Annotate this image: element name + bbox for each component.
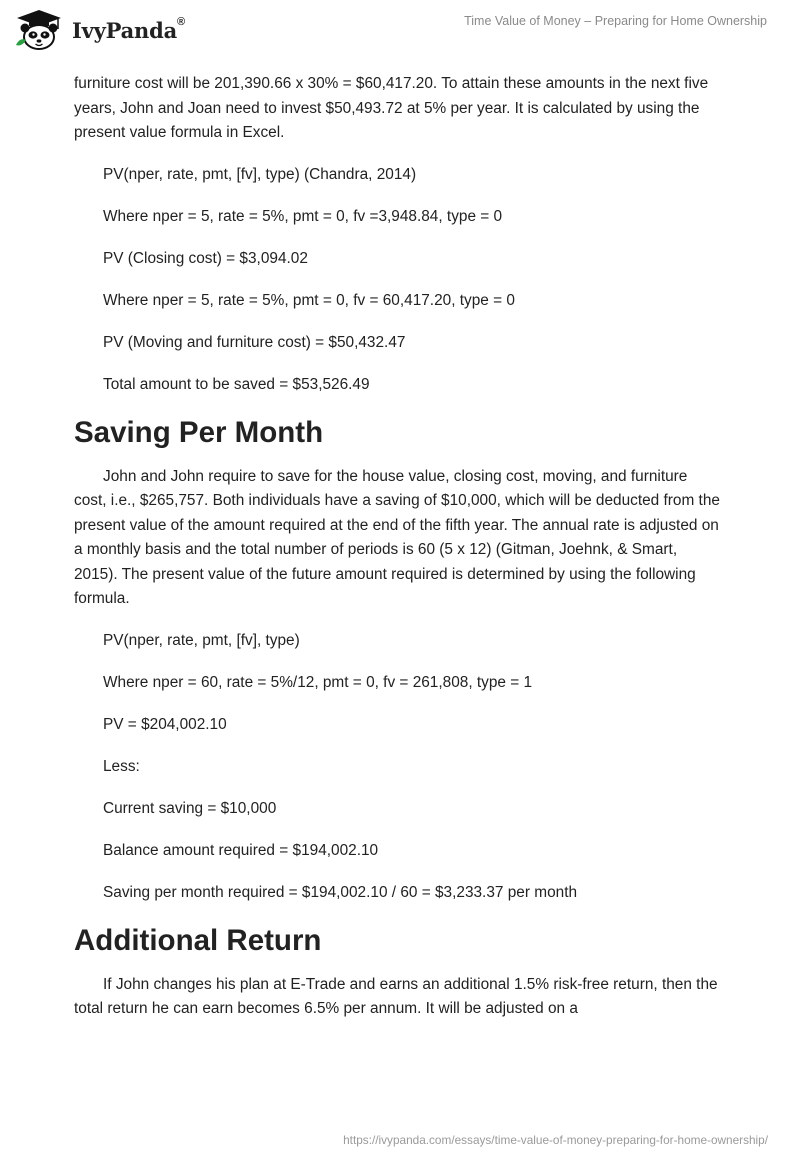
section-heading-saving: Saving Per Month <box>74 415 324 449</box>
section-heading-additional: Additional Return <box>74 923 322 957</box>
formula-line: Where nper = 5, rate = 5%, pmt = 0, fv =3,948.84, type = 0 <box>103 207 503 225</box>
intro-paragraph: furniture cost will be 201,390.66 x 30% = $60,417.20. To attain these amounts in the next five years, John and Joan need to invest $50,493.72 at 5% per year. It is calculated by using the present value formula in Excel. <box>74 75 709 141</box>
document-title: Time Value of Money – Preparing for Home Ownership <box>464 14 767 28</box>
saving-paragraph: John and John require to save for the house value, closing cost, moving, and furniture cost, i.e., $265,757. Both individuals have a saving of $10,000, which will be deducted from the present value of the amount required at the end of the fifth year. The annual rate is adjusted on a monthly basis and the total number of periods is 60 (5 x 12) (Gitman, Joehnk, & Smart, 2015). The present value of the future amount required is determined by using the following formula. <box>74 467 720 607</box>
formula-line: Balance amount required = $194,002.10 <box>103 841 379 859</box>
formula-line: Where nper = 60, rate = 5%/12, pmt = 0, fv = 261,808, type = 1 <box>103 673 533 691</box>
formula-line: Saving per month required = $194,002.10 / 60 = $3,233.37 per month <box>103 883 578 901</box>
formula-line: Where nper = 5, rate = 5%, pmt = 0, fv = 60,417.20, type = 0 <box>103 291 515 309</box>
source-url[interactable]: https://ivypanda.com/essays/time-value-of-money-preparing-for-home-ownership/ <box>343 1133 768 1147</box>
formula-line: PV (Closing cost) = $3,094.02 <box>103 249 308 267</box>
formula-line: PV(nper, rate, pmt, [fv], type) <box>103 631 300 649</box>
formula-line: PV (Moving and furniture cost) = $50,432.47 <box>103 333 406 351</box>
essay-body <box>74 72 724 1039</box>
formula-line: PV(nper, rate, pmt, [fv], type) (Chandra, 2014) <box>103 165 417 183</box>
ivypanda-logo[interactable] <box>14 9 185 51</box>
additional-paragraph: If John changes his plan at E-Trade and earns an additional 1.5% risk-free return, then the total return he can earn becomes 6.5% per annum. It will be adjusted on a <box>74 975 718 1017</box>
page-header <box>0 0 800 60</box>
panda-graduate-icon <box>14 9 64 51</box>
formula-line: Current saving = $10,000 <box>103 799 277 817</box>
formula-line: Total amount to be saved = $53,526.49 <box>103 375 370 393</box>
brand-name: IvyPanda® <box>72 15 185 43</box>
formula-line: PV = $204,002.10 <box>103 715 227 733</box>
formula-line: Less: <box>103 757 140 775</box>
